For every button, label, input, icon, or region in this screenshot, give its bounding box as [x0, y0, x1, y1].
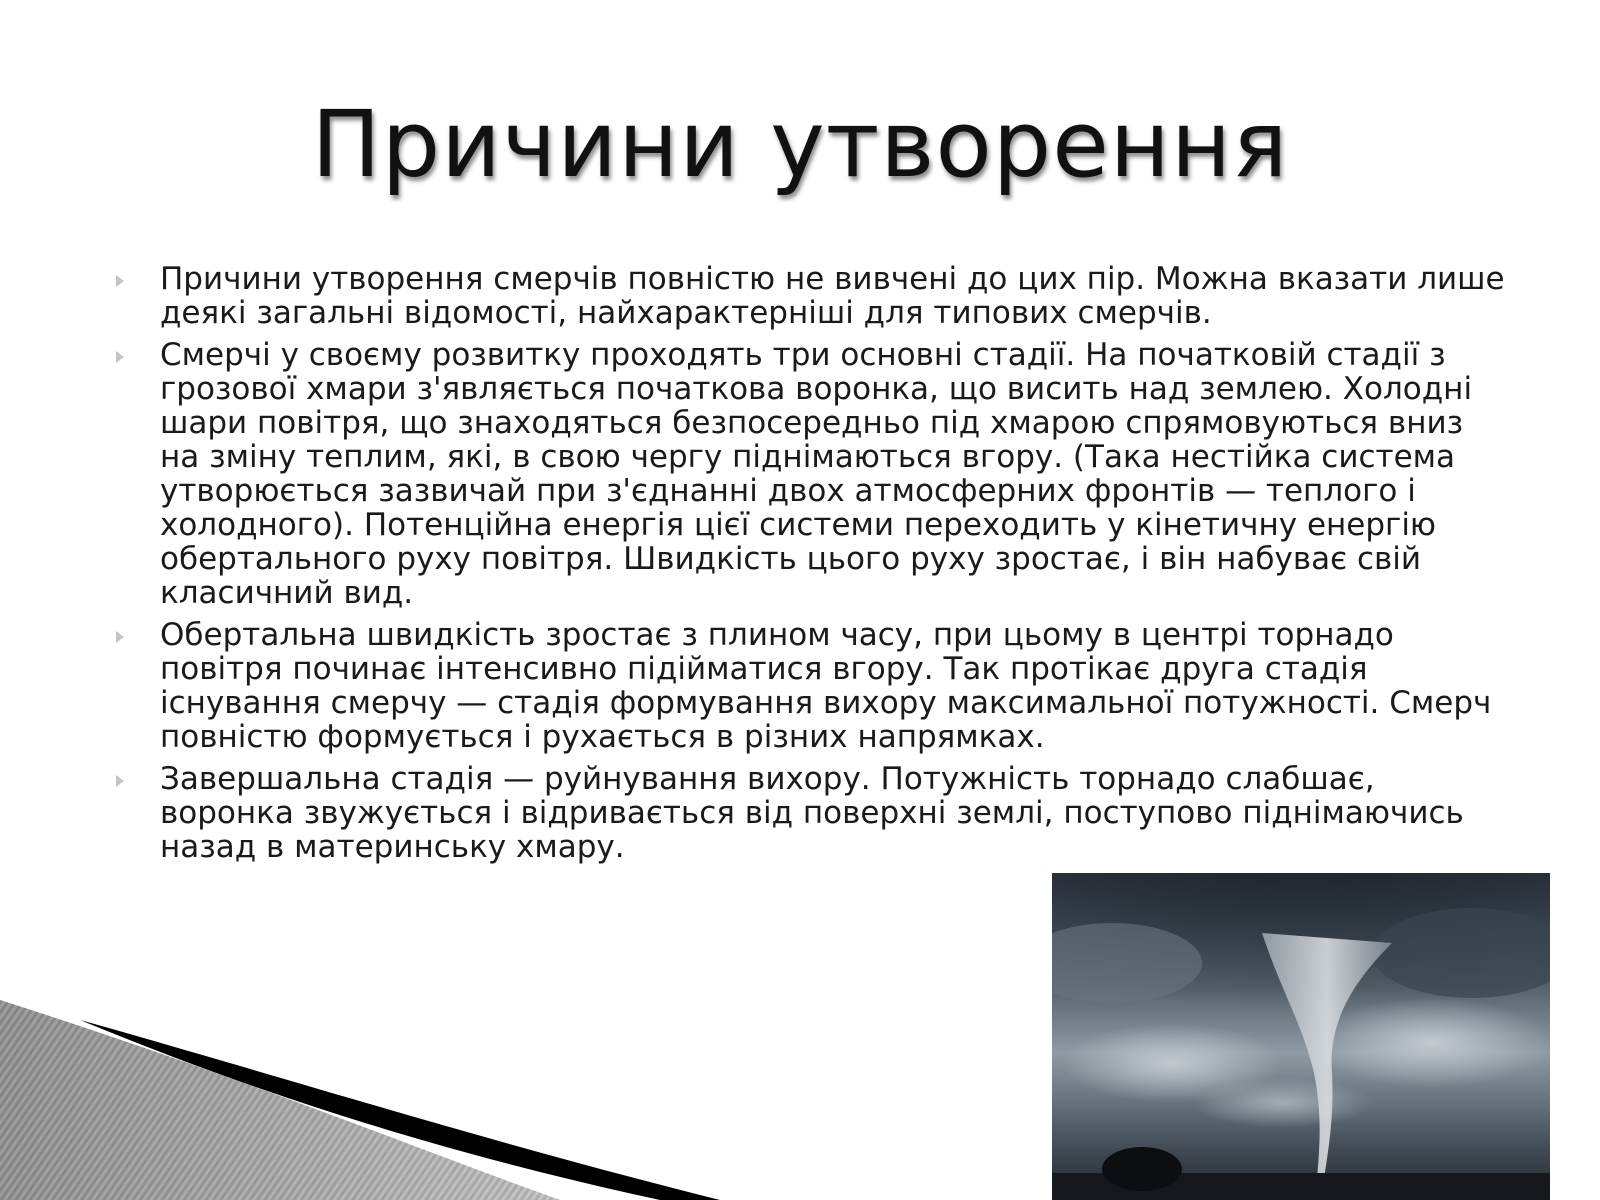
- tornado-photo: [1052, 873, 1550, 1200]
- bullet-text: Причини утворення смерчів повністю не вивчені до цих пір. Можна вказати лише деякі загальні відомості, найхарактерніші для типових смерчів.: [160, 261, 1505, 331]
- bullet-text: Завершальна стадія — руйнування вихору. Потужність торнадо слабшає, воронка звужується і відривається від поверхні землі, поступово піднімаючись назад в материнську хмару.: [160, 761, 1464, 865]
- bullet-arrow-icon: [116, 275, 124, 287]
- bullet-item: [112, 762, 1512, 864]
- swoosh-gray-shade: [0, 1000, 560, 1200]
- bullet-text: Обертальна швидкість зростає з плином часу, при цьому в центрі торнадо повітря починає інтенсивно підійматися вгору. Так протікає друга стадія існування смерчу — стадія формування вихору максимальної потужності. Смерч повністю формується і рухається в різних напрямках.: [160, 617, 1492, 755]
- bullet-arrow-icon: [116, 351, 124, 363]
- decorative-swoosh: [0, 1000, 720, 1200]
- bullet-arrow-icon: [116, 631, 124, 643]
- bullet-item: [112, 262, 1512, 330]
- bullet-item: [112, 338, 1512, 610]
- bullet-item: [112, 618, 1512, 754]
- slide-title: Причини утворення: [311, 91, 1289, 198]
- bullet-list: [112, 262, 1512, 872]
- bullet-arrow-icon: [116, 775, 124, 787]
- bullet-text: Смерчі у своєму розвитку проходять три основні стадії. На початковій стадії з грозової хмари з'являється початкова воронка, що висить над землею. Холодні шари повітря, що знаходяться безпосередньо під хмарою спрямовуються вниз на зміну теплим, які, в свою чергу піднімаються вгору. (Така нестійка система утворюється зазвичай при з'єднанні двох атмосферних фронтів — теплого і холодного). Потенційна енергія цієї системи переходить у кінетичну енергію обертального руху повітря. Швидкість цього руху зростає, і він набуває свій класичний вид.: [160, 337, 1473, 611]
